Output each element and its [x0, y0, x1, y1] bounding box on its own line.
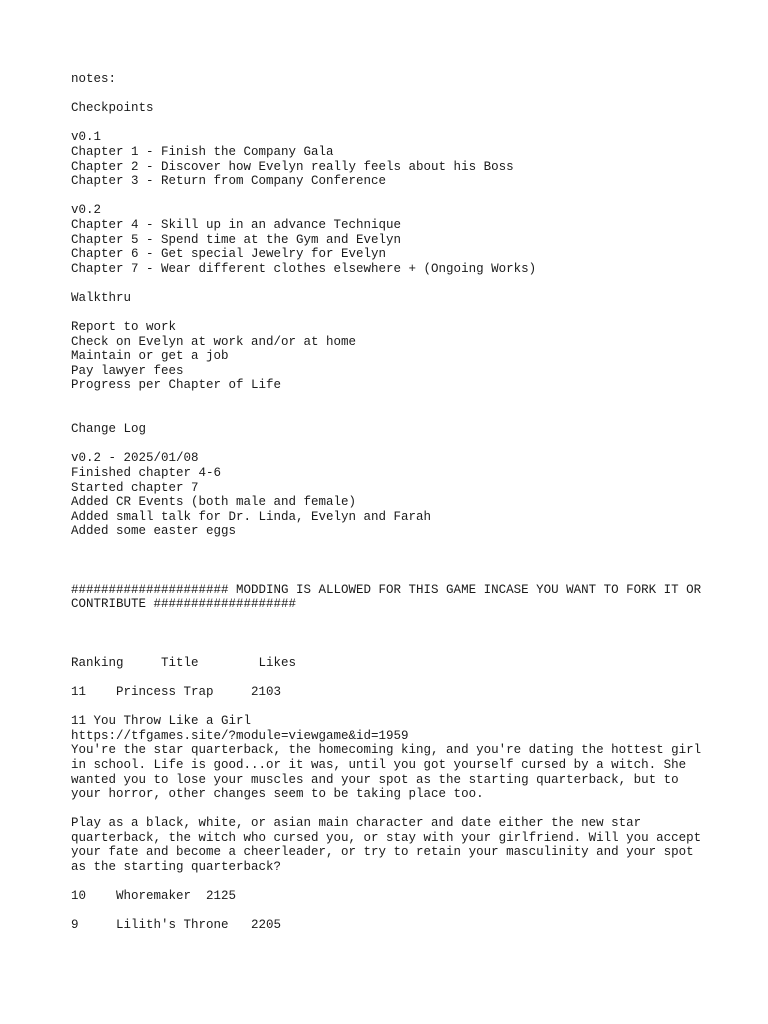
checkpoint-version-v01: v0.1 [71, 130, 102, 145]
spacer [71, 700, 711, 715]
spacer [71, 116, 711, 131]
entry-description: You're the star quarterback, the homecoming king, and you're dating the hottest girl in school. Life is good...or it was, until you got yourself cursed by a witch. She wanted you to lose your muscles and your spot as the starting quarterback, but to your horror, other changes seem to be taking place too. [71, 743, 709, 802]
spacer [71, 612, 711, 627]
changelog-item: Added some easter eggs [71, 524, 237, 539]
spacer [71, 670, 711, 685]
spacer [71, 875, 711, 890]
walkthru-item: Pay lawyer fees [71, 363, 184, 378]
spacer [71, 393, 711, 408]
spacer [71, 87, 711, 102]
spacer [71, 904, 711, 919]
checkpoint-item: Chapter 3 - Return from Company Conference [71, 174, 387, 189]
checkpoint-item: Chapter 5 - Spend time at the Gym and Evelyn [71, 232, 402, 247]
checkpoint-item: Chapter 1 - Finish the Company Gala [71, 144, 334, 159]
entry-description: Play as a black, white, or asian main character and date either the new star quarterback, the witch who cursed you, or stay with your girlfriend. Will you accept your fate and become a cheerleader, or try to retain your masculinity and your spot as the starting quarterback? [71, 816, 709, 875]
spacer [71, 539, 711, 554]
ranking-header: Ranking Title Likes [71, 655, 297, 670]
changelog-item: Added CR Events (both male and female) [71, 495, 357, 510]
spacer [71, 802, 711, 817]
spacer [71, 408, 711, 423]
walkthru-heading: Walkthru [71, 290, 132, 305]
entry-url: https://tfgames.site/?module=viewgame&id=1959 [71, 728, 409, 743]
ranking-row: 9 Lilith's Throne 2205 [71, 918, 282, 933]
document-body [71, 72, 711, 933]
ranking-row: 10 Whoremaker 2125 [71, 889, 237, 904]
changelog-item: Started chapter 7 [71, 480, 199, 495]
spacer [71, 189, 711, 204]
spacer [71, 437, 711, 452]
changelog-item: Finished chapter 4-6 [71, 466, 222, 481]
checkpoint-item: Chapter 7 - Wear different clothes elsewhere + (Ongoing Works) [71, 261, 537, 276]
walkthru-item: Maintain or get a job [71, 349, 229, 364]
checkpoint-item: Chapter 2 - Discover how Evelyn really feels about his Boss [71, 159, 514, 174]
checkpoint-item: Chapter 4 - Skill up in an advance Technique [71, 217, 402, 232]
spacer [71, 627, 711, 642]
checkpoint-version-v02: v0.2 [71, 203, 102, 218]
walkthru-item: Progress per Chapter of Life [71, 378, 282, 393]
spacer [71, 554, 711, 569]
changelog-entry-title: v0.2 - 2025/01/08 [71, 451, 199, 466]
walkthru-item: Check on Evelyn at work and/or at home [71, 334, 357, 349]
ranking-row: 11 Princess Trap 2103 [71, 684, 282, 699]
changelog-heading: Change Log [71, 422, 147, 437]
spacer [71, 641, 711, 656]
spacer [71, 568, 711, 583]
changelog-item: Added small talk for Dr. Linda, Evelyn and Farah [71, 509, 432, 524]
checkpoint-item: Chapter 6 - Get special Jewelry for Evelyn [71, 247, 387, 262]
entry-title: 11 You Throw Like a Girl [71, 714, 252, 729]
spacer [71, 306, 711, 321]
spacer [71, 276, 711, 291]
checkpoints-heading: Checkpoints [71, 101, 154, 116]
notes-label: notes: [71, 72, 117, 86]
walkthru-item: Report to work [71, 320, 177, 335]
modding-banner: ##################### MODDING IS ALLOWED FOR THIS GAME INCASE YOU WANT TO FORK IT OR CONTRIBUTE ################### [71, 582, 709, 612]
